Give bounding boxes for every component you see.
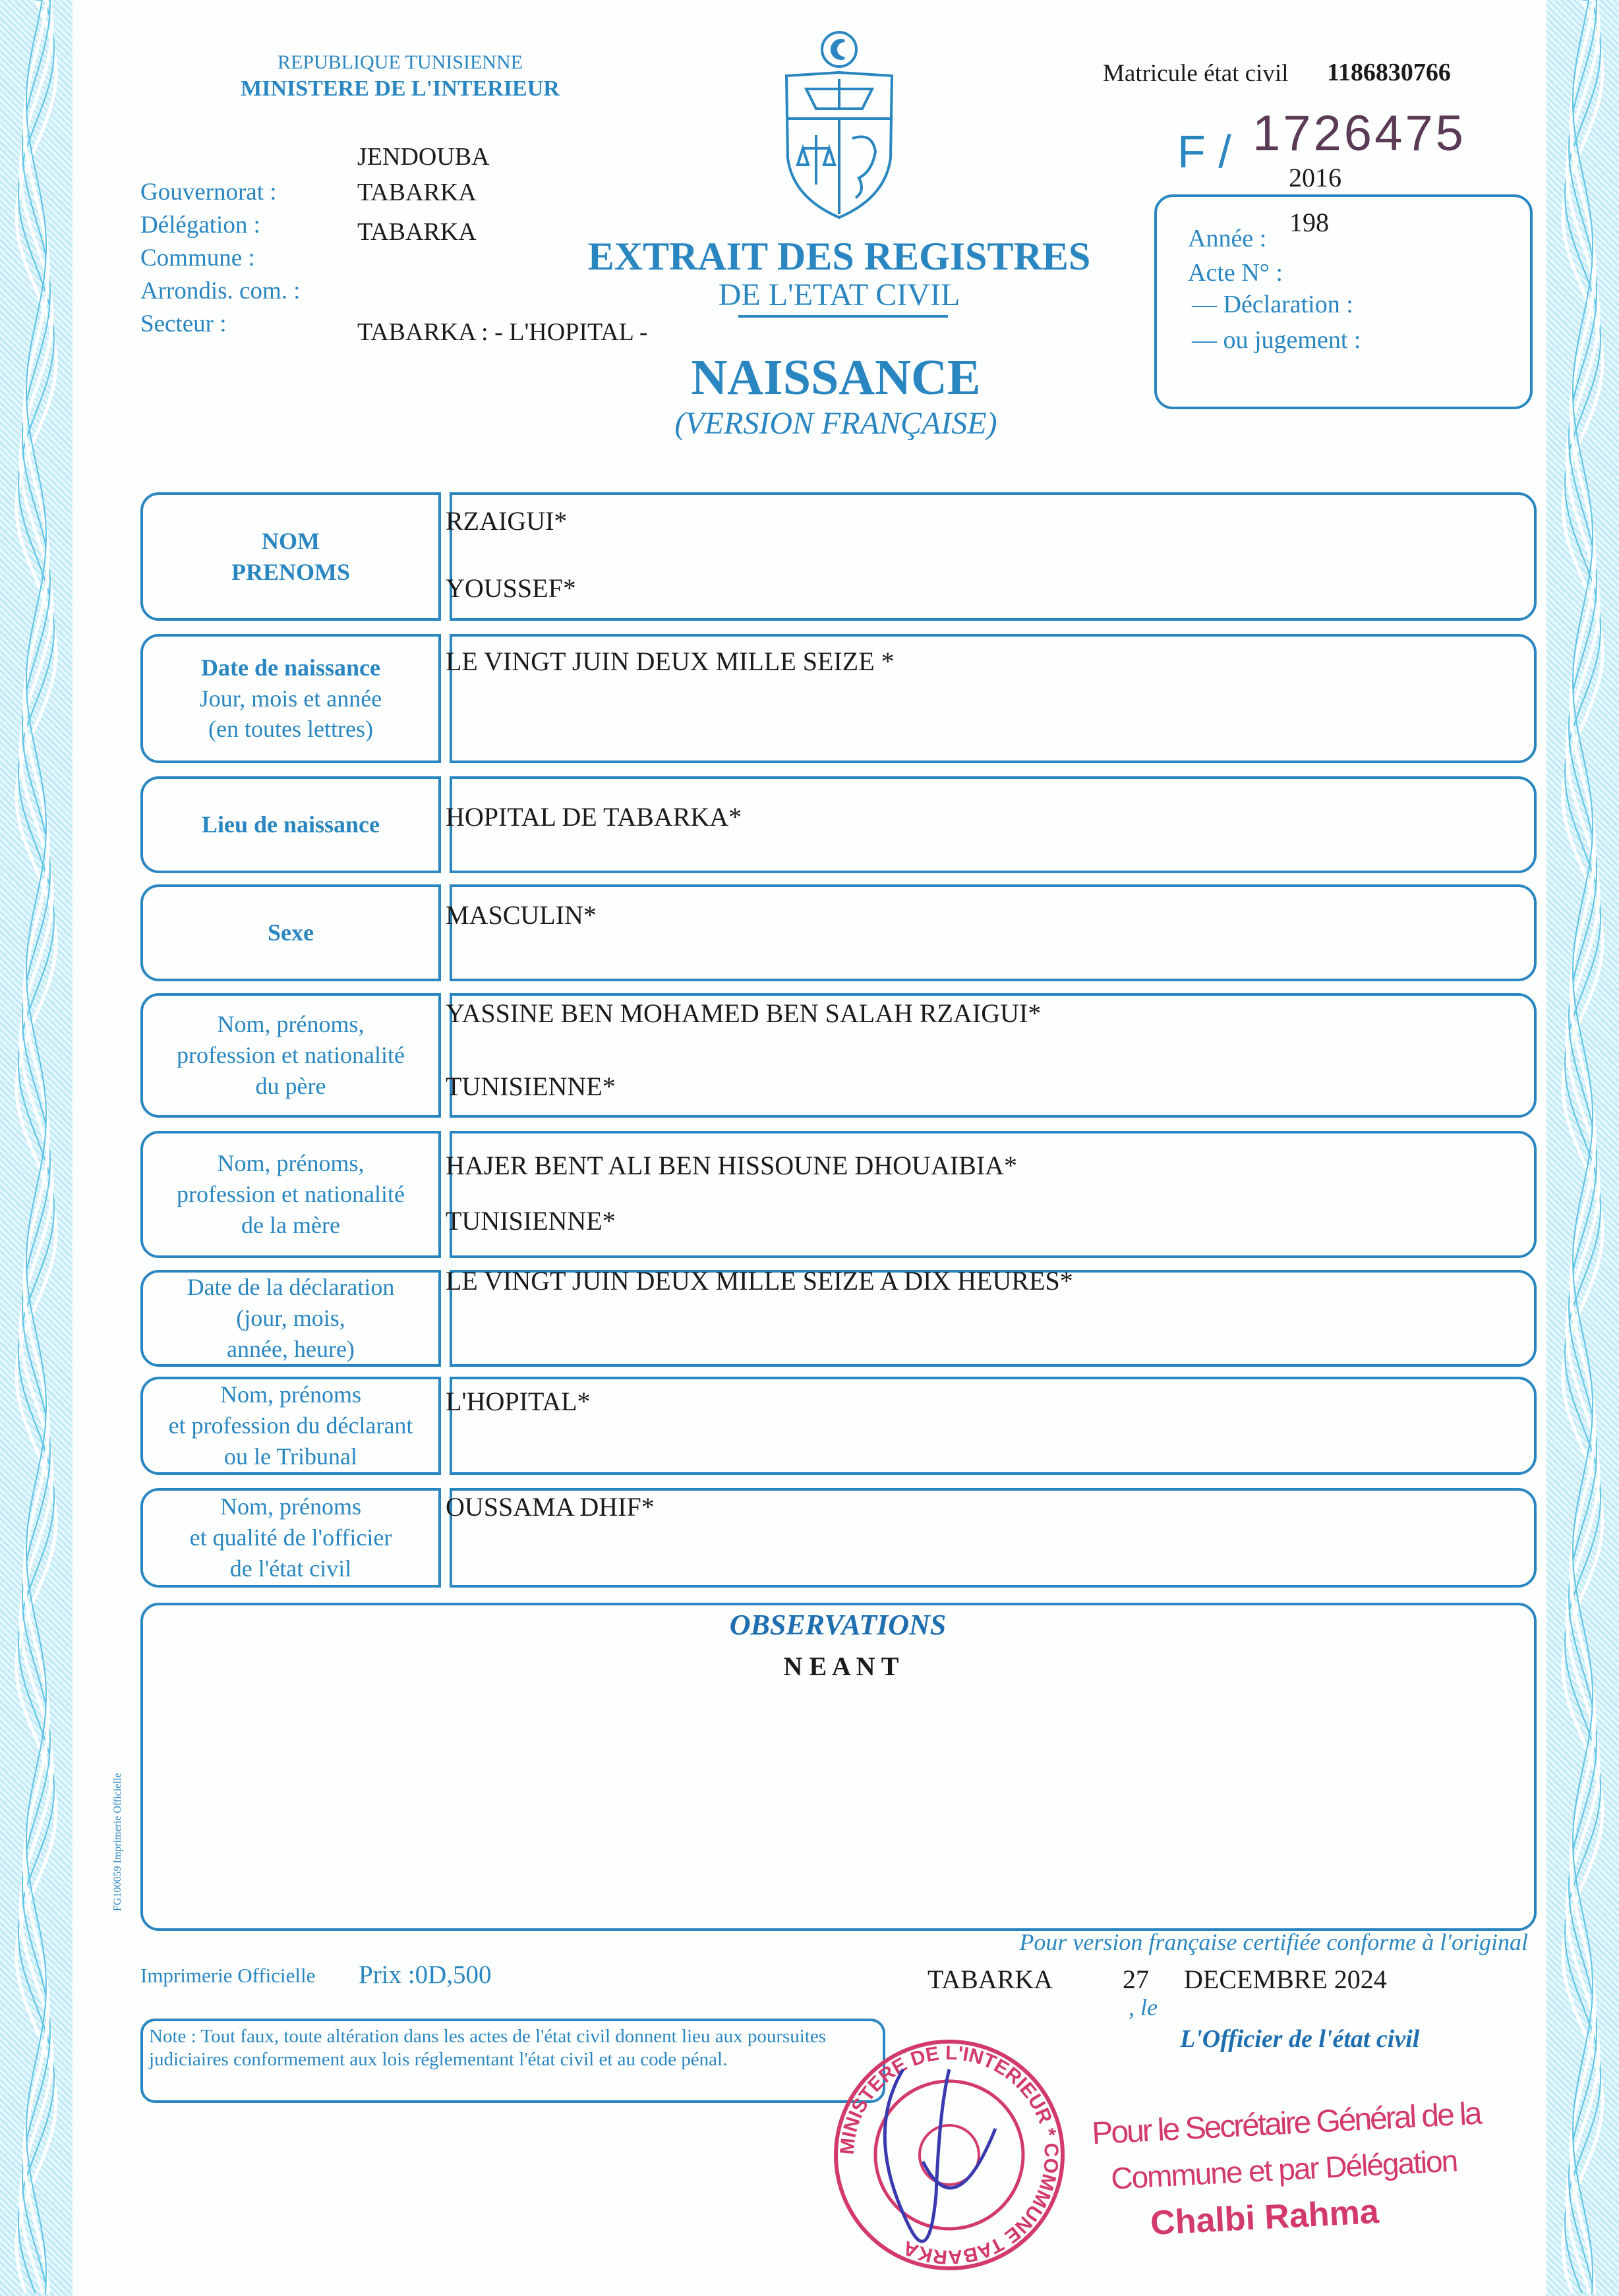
ministry-heading: MINISTERE DE L'INTERIEUR xyxy=(241,76,560,101)
row-value: LE VINGT JUIN DEUX MILLE SEIZE * xyxy=(446,646,895,676)
matricule-label: Matricule état civil xyxy=(1103,60,1289,87)
row-label: Nom, prénoms, profession et nationalité du père xyxy=(140,993,441,1118)
officer-title: L'Officier de l'état civil xyxy=(1180,2025,1420,2053)
stamp-line2: Commune et par Délégation xyxy=(1109,2143,1458,2196)
date-le-label: , le xyxy=(1129,1994,1158,2021)
serial-number: 1726475 xyxy=(1252,105,1466,161)
row-value: L'HOPITAL* xyxy=(446,1387,591,1416)
matricule-value: 1186830766 xyxy=(1327,59,1451,86)
left-guilloche-border xyxy=(0,0,73,2296)
row-value: HAJER BENT ALI BEN HISSOUNE DHOUAIBIA* xyxy=(446,1151,1018,1180)
row-value-box xyxy=(450,1377,1537,1475)
arrondissement-label: Arrondis. com. : xyxy=(140,277,301,304)
row-value: OUSSAMA DHIF* xyxy=(446,1492,655,1522)
row-value: TUNISIENNE* xyxy=(446,1072,616,1101)
note-text: Note : Tout faux, toute altération dans les actes de l'état civil donnent lieu aux poursuites judiciaires conformement aux lois réglementant l'état civil et au code pénal. xyxy=(149,2026,827,2070)
annee-value: 198 xyxy=(1289,208,1329,237)
row-label-subtitle: Jour, mois et année (en toutes lettres) xyxy=(199,685,382,743)
observations-label: OBSERVATIONS xyxy=(729,1609,947,1641)
declaration-label: — Déclaration : xyxy=(1192,291,1353,318)
secteur-label: Secteur : xyxy=(140,310,227,337)
title-naissance: NAISSANCE xyxy=(691,350,981,405)
annee-label: Année : xyxy=(1188,225,1267,252)
printer-code: FG100059 Imprimerie Officielle xyxy=(112,1773,123,1911)
row-label: Nom, prénoms, profession et nationalité de la mère xyxy=(140,1131,441,1258)
arrondissement-value: TABARKA : - L'HOPITAL - xyxy=(357,318,648,346)
gouvernorat-label: Gouvernorat : xyxy=(140,179,277,206)
commune-value: TABARKA xyxy=(357,218,477,246)
observations-value: N E A N T xyxy=(783,1651,899,1681)
certified-text: Pour version française certifiée conforme à l'original xyxy=(1019,1929,1528,1955)
row-label-title: Date de naissance xyxy=(201,654,380,681)
title-extrait: EXTRAIT DES REGISTRES xyxy=(587,235,1091,278)
row-label: Sexe xyxy=(140,884,441,981)
price-label: Prix :0D,500 xyxy=(359,1961,492,1989)
row-value: YASSINE BEN MOHAMED BEN SALAH RZAIGUI* xyxy=(446,998,1042,1028)
serial-prefix: F / xyxy=(1177,126,1231,177)
row-label: Nom, prénoms et profession du déclarant ou le Tribunal xyxy=(140,1377,441,1475)
day-value: 27 xyxy=(1123,1965,1149,1994)
row-value: YOUSSEF* xyxy=(446,573,576,603)
commune-label: Commune : xyxy=(140,244,255,272)
row-value-box xyxy=(450,492,1537,621)
acte-label: Acte N° : xyxy=(1188,259,1283,287)
row-label: Date de la déclaration (jour, mois, année, heure) xyxy=(140,1270,441,1367)
row-value: TUNISIENNE* xyxy=(446,1206,616,1236)
stamp-signatory: Chalbi Rahma xyxy=(1149,2192,1380,2243)
row-value: RZAIGUI* xyxy=(446,506,568,536)
printer-label: Imprimerie Officielle xyxy=(140,1964,316,1987)
row-label: Lieu de naissance xyxy=(140,776,441,873)
row-value-box xyxy=(450,884,1537,981)
title-version: (VERSION FRANÇAISE) xyxy=(674,406,997,441)
row-value: MASCULIN* xyxy=(446,900,597,930)
delegation-value: TABARKA xyxy=(357,179,477,206)
row-label: Nom, prénoms et qualité de l'officier de l'état civil xyxy=(140,1488,441,1588)
place-value: TABARKA xyxy=(927,1965,1053,1994)
title-underline xyxy=(738,315,948,318)
row-label xyxy=(140,634,441,763)
month-year-value: DECEMBRE 2024 xyxy=(1184,1965,1387,1994)
title-etat-civil: DE L'ETAT CIVIL xyxy=(718,277,960,312)
gouvernorat-value: JENDOUBA xyxy=(357,143,490,171)
row-value: HOPITAL DE TABARKA* xyxy=(446,802,742,832)
republic-heading: REPUBLIQUE TUNISIENNE xyxy=(278,51,523,73)
year-stamp: 2016 xyxy=(1289,163,1341,192)
delegation-label: Délégation : xyxy=(140,212,260,239)
svg-text:MINISTERE DE L'INTERIEUR * COM: MINISTERE DE L'INTERIEUR * COMMUNE TABARKA xyxy=(836,2042,1063,2268)
tunisian-coat-of-arms-icon xyxy=(773,26,905,224)
jugement-label: — ou jugement : xyxy=(1192,326,1361,354)
official-stamp-icon xyxy=(824,2030,1074,2280)
row-value: LE VINGT JUIN DEUX MILLE SEIZE A DIX HEURES* xyxy=(446,1266,1073,1296)
stamp-line1: Pour le Secrétaire Général de la xyxy=(1091,2096,1481,2152)
row-label: NOM PRENOMS xyxy=(140,492,441,621)
right-guilloche-border xyxy=(1546,0,1619,2296)
